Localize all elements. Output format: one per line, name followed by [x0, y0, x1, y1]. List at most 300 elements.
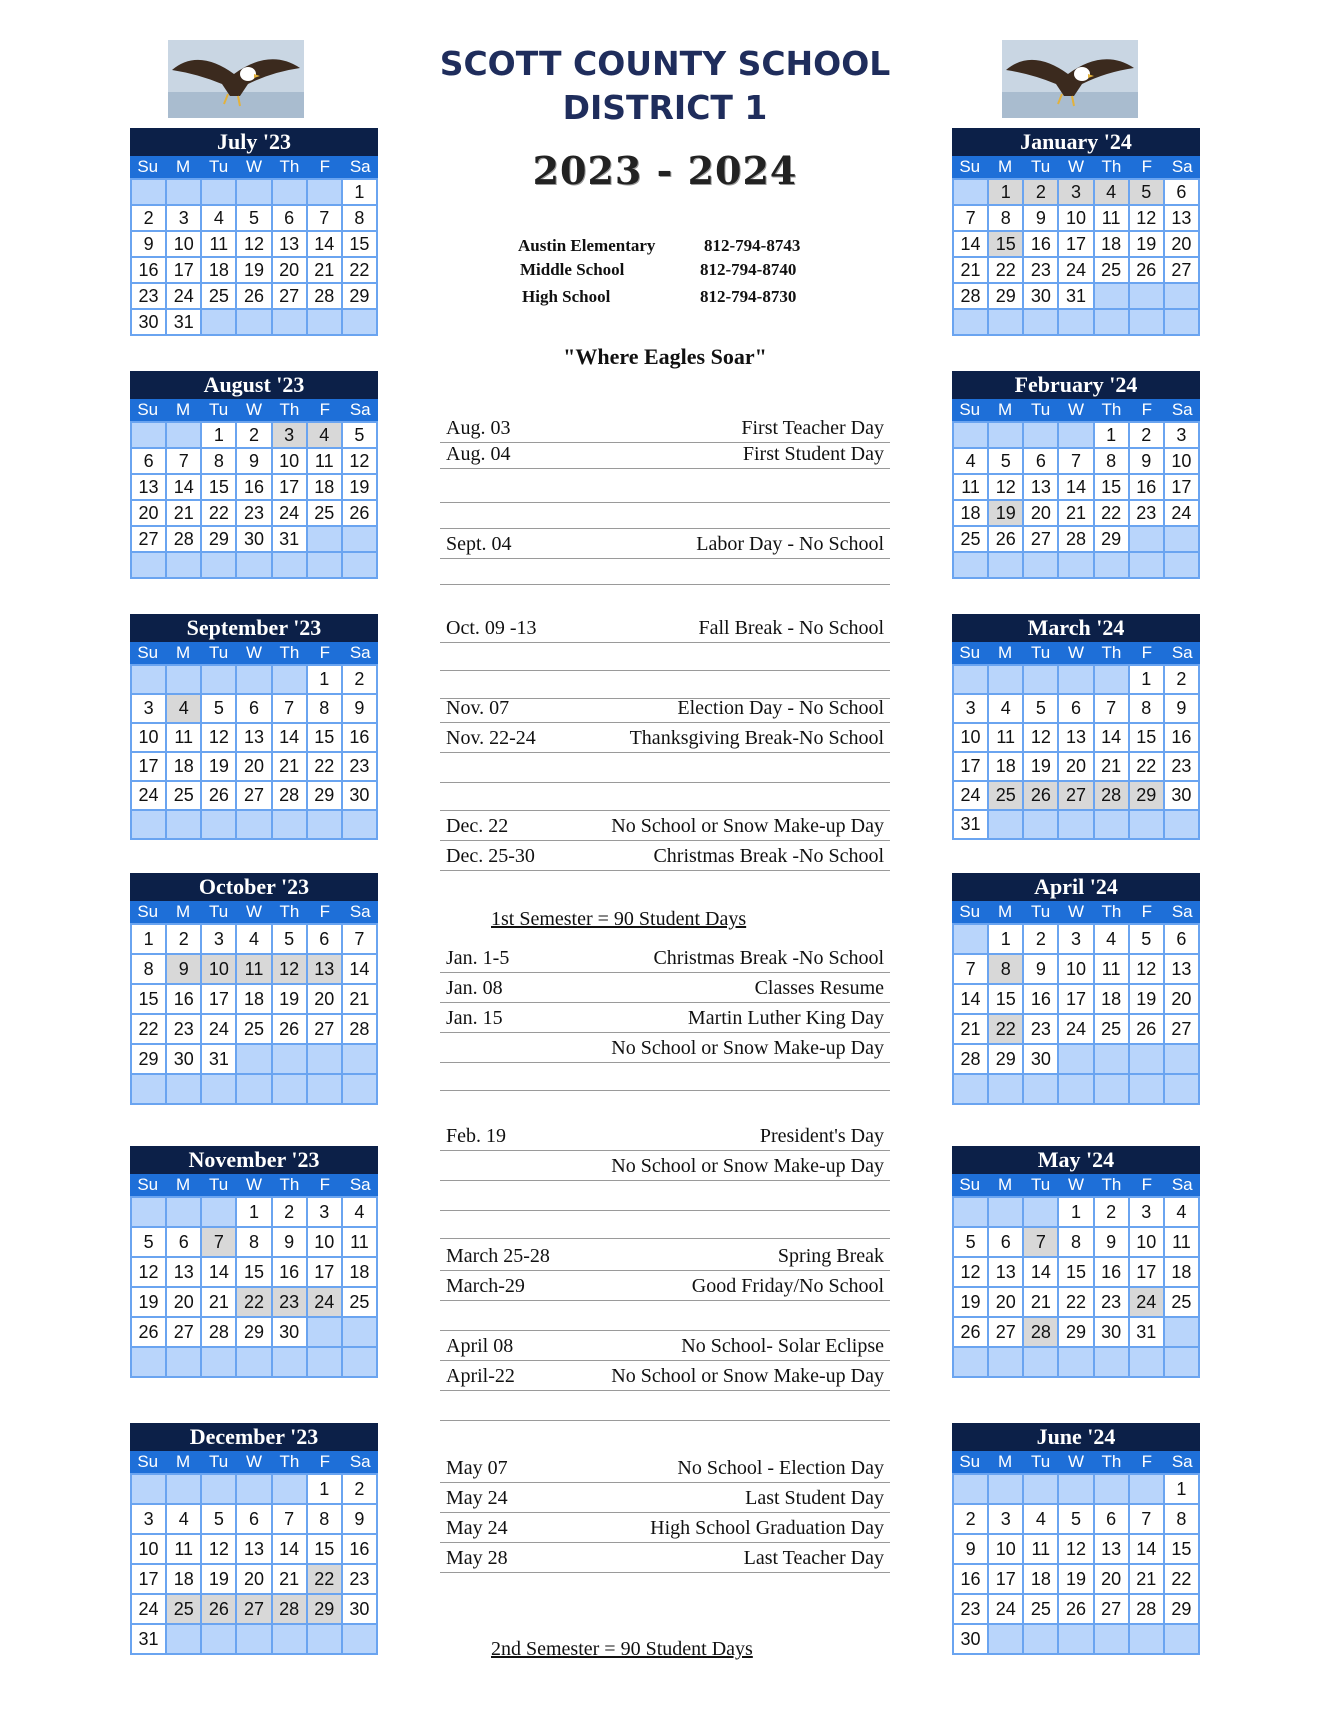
empty-cell [989, 666, 1022, 693]
day-cell: 25 [202, 284, 235, 308]
school-year: 2023 - 2024 [532, 148, 798, 193]
day-cell: 7 [1095, 695, 1128, 722]
day-cell: 19 [202, 1565, 235, 1593]
day-cell: 15 [308, 1535, 341, 1563]
day-cell: 20 [167, 1288, 200, 1316]
weekday-label: Th [1101, 902, 1122, 921]
day-cell: 18 [308, 475, 341, 499]
day-cell: 1 [308, 1475, 341, 1503]
empty-cell [237, 1348, 270, 1376]
weekday-label: Th [279, 643, 300, 662]
weekday-label: Sa [349, 157, 371, 176]
day-cell: 15 [308, 724, 341, 751]
empty-cell [308, 1045, 341, 1073]
day-cell: 24 [989, 1595, 1022, 1623]
day-cell: 31 [1130, 1318, 1163, 1346]
month-title: April '24 [952, 873, 1200, 901]
day-cell-no-school: 1 [989, 180, 1022, 204]
day-cell: 26 [954, 1318, 987, 1346]
weekday-label: Tu [208, 1452, 229, 1471]
empty-cell [989, 310, 1022, 334]
semester1-summary: 1st Semester = 90 Student Days [491, 908, 747, 930]
weekday-label: Th [279, 400, 300, 419]
day-cell: 20 [1165, 232, 1198, 256]
weekday-label: Su [137, 643, 159, 662]
day-cell: 1 [989, 925, 1022, 953]
event-row [440, 816, 890, 841]
day-cell: 28 [954, 1045, 987, 1073]
day-cell: 18 [343, 1258, 376, 1286]
month-title: May '24 [952, 1146, 1200, 1174]
day-cell: 16 [167, 985, 200, 1013]
day-cell: 9 [1095, 1228, 1128, 1256]
empty-cell [1059, 1045, 1092, 1073]
day-cell-no-school: 3 [273, 423, 306, 447]
weekday-label: Sa [349, 902, 371, 921]
day-cell: 6 [1024, 449, 1057, 473]
day-cell: 8 [308, 695, 341, 722]
day-cell: 23 [1095, 1288, 1128, 1316]
weekday-label: M [998, 400, 1013, 419]
day-cell: 16 [1165, 724, 1198, 751]
day-cell: 17 [1165, 475, 1198, 499]
weekday-label: F [319, 643, 331, 662]
empty-cell [202, 1625, 235, 1653]
empty-cell [308, 180, 341, 204]
day-cell-no-school: 29 [308, 1595, 341, 1623]
day-cell: 12 [989, 475, 1022, 499]
day-cell: 30 [1165, 782, 1198, 809]
day-cell: 23 [167, 1015, 200, 1043]
day-cell: 11 [1095, 206, 1128, 230]
event-row [440, 728, 890, 753]
event-description: Spring Break [777, 1245, 884, 1267]
eagle-logo-left [168, 40, 304, 118]
day-cell: 10 [308, 1228, 341, 1256]
event-description: Fall Break - No School [698, 617, 884, 639]
day-cell: 17 [1059, 232, 1092, 256]
day-cell: 24 [202, 1015, 235, 1043]
day-cell: 6 [308, 925, 341, 953]
day-cell: 11 [1165, 1228, 1198, 1256]
empty-cell [954, 553, 987, 577]
day-cell: 9 [1130, 449, 1163, 473]
empty-cell [1130, 1075, 1163, 1103]
day-cell: 19 [343, 475, 376, 499]
empty-cell [1165, 310, 1198, 334]
weekday-label: Th [1101, 157, 1122, 176]
empty-cell [1130, 553, 1163, 577]
day-cell: 3 [132, 695, 165, 722]
empty-cell [167, 180, 200, 204]
empty-cell [308, 553, 341, 577]
day-cell: 17 [1059, 985, 1092, 1013]
day-cell-no-school: 12 [273, 955, 306, 983]
motto: "Where Eagles Soar" [563, 344, 767, 369]
day-cell: 6 [237, 695, 270, 722]
day-cell: 10 [1165, 449, 1198, 473]
day-cell: 2 [273, 1198, 306, 1226]
day-cell-no-school: 24 [308, 1288, 341, 1316]
event-description: Christmas Break -No School [653, 947, 884, 969]
empty-cell [1059, 666, 1092, 693]
day-cell-no-school: 7 [1024, 1228, 1057, 1256]
month-calendar [130, 614, 378, 840]
day-cell: 9 [237, 449, 270, 473]
event-description: No School or Snow Make-up Day [611, 1155, 884, 1177]
day-cell: 12 [202, 1535, 235, 1563]
empty-cell [1024, 1348, 1057, 1376]
day-cell: 23 [1024, 1015, 1057, 1043]
event-date: Dec. 25-30 [446, 845, 535, 867]
weekday-label: M [176, 157, 191, 176]
empty-cell [1095, 1475, 1128, 1503]
weekday-label: Th [1101, 400, 1122, 419]
day-cell-no-school: 28 [1095, 782, 1128, 809]
day-cell: 18 [1095, 985, 1128, 1013]
day-cell: 21 [1095, 753, 1128, 780]
day-cell: 31 [132, 1625, 165, 1653]
day-cell: 6 [1095, 1505, 1128, 1533]
day-cell: 15 [1095, 475, 1128, 499]
empty-cell [1130, 1348, 1163, 1376]
day-cell: 1 [202, 423, 235, 447]
empty-cell [167, 1075, 200, 1103]
day-cell: 20 [308, 985, 341, 1013]
day-cell-no-school: 10 [202, 955, 235, 983]
day-cell: 28 [1130, 1595, 1163, 1623]
month-title: July '23 [130, 128, 378, 156]
day-cell: 30 [954, 1625, 987, 1653]
day-cell: 14 [1095, 724, 1128, 751]
empty-cell [343, 1625, 376, 1653]
day-cell: 16 [343, 724, 376, 751]
day-cell: 21 [954, 1015, 987, 1043]
contact-name: Austin Elementary [518, 236, 656, 255]
empty-cell [132, 1198, 165, 1226]
day-cell: 6 [237, 1505, 270, 1533]
day-cell: 7 [308, 206, 341, 230]
empty-cell [167, 1475, 200, 1503]
day-cell: 26 [202, 782, 235, 809]
empty-cell [308, 1348, 341, 1376]
day-cell: 1 [343, 180, 376, 204]
district-title-line1: SCOTT COUNTY SCHOOL [439, 44, 891, 83]
day-cell-no-school: 22 [237, 1288, 270, 1316]
day-cell: 14 [954, 985, 987, 1013]
empty-cell [273, 1045, 306, 1073]
empty-cell [1024, 666, 1057, 693]
event-row [440, 534, 890, 559]
day-cell-no-school: 27 [1059, 782, 1092, 809]
event-row [440, 1306, 890, 1331]
day-cell: 29 [1059, 1318, 1092, 1346]
weekday-label: Su [137, 400, 159, 419]
empty-cell [1165, 1075, 1198, 1103]
weekday-label: Sa [1171, 1175, 1193, 1194]
day-cell-no-school: 25 [989, 782, 1022, 809]
weekday-label: Th [279, 1452, 300, 1471]
day-cell: 8 [343, 206, 376, 230]
empty-cell [1165, 811, 1198, 838]
empty-cell [237, 1625, 270, 1653]
day-cell-no-school: 5 [1130, 180, 1163, 204]
day-cell: 16 [237, 475, 270, 499]
day-cell: 28 [308, 284, 341, 308]
day-cell-no-school: 27 [237, 1595, 270, 1623]
day-cell: 18 [167, 753, 200, 780]
weekday-label: W [1067, 157, 1084, 176]
district-title-line2: DISTRICT 1 [562, 88, 768, 127]
day-cell: 5 [954, 1228, 987, 1256]
day-cell: 14 [954, 232, 987, 256]
weekday-label: M [176, 400, 191, 419]
day-cell: 16 [343, 1535, 376, 1563]
event-row [440, 1276, 890, 1301]
empty-cell [237, 553, 270, 577]
empty-cell [308, 811, 341, 838]
day-grid [130, 664, 378, 840]
empty-cell [343, 553, 376, 577]
day-grid [130, 178, 378, 336]
day-cell: 27 [308, 1015, 341, 1043]
event-row [440, 1548, 890, 1573]
event-date: Jan. 1-5 [446, 947, 510, 969]
day-cell: 30 [1024, 284, 1057, 308]
month-title: January '24 [952, 128, 1200, 156]
day-grid [952, 178, 1200, 336]
day-cell: 11 [167, 1535, 200, 1563]
day-cell: 1 [1130, 666, 1163, 693]
day-cell: 27 [273, 284, 306, 308]
day-cell-no-school: 13 [308, 955, 341, 983]
day-cell: 31 [202, 1045, 235, 1073]
day-cell: 22 [1165, 1565, 1198, 1593]
day-cell: 30 [343, 782, 376, 809]
weekday-label: Tu [1030, 400, 1051, 419]
empty-cell [1165, 1045, 1198, 1073]
empty-cell [1165, 1348, 1198, 1376]
day-cell: 6 [273, 206, 306, 230]
day-cell-no-school: 28 [273, 1595, 306, 1623]
day-cell-no-school: 22 [989, 1015, 1022, 1043]
day-cell: 29 [343, 284, 376, 308]
day-cell: 12 [237, 232, 270, 256]
weekday-label: Tu [1030, 1175, 1051, 1194]
month-title: March '24 [952, 614, 1200, 642]
day-cell: 8 [989, 206, 1022, 230]
day-cell: 2 [1165, 666, 1198, 693]
day-cell: 2 [343, 1475, 376, 1503]
day-cell: 18 [1024, 1565, 1057, 1593]
day-cell: 10 [1130, 1228, 1163, 1256]
weekday-label: W [1067, 400, 1084, 419]
empty-cell [989, 1198, 1022, 1226]
weekday-header [952, 399, 1200, 421]
day-cell: 4 [237, 925, 270, 953]
day-cell: 19 [1059, 1565, 1092, 1593]
day-cell: 12 [1130, 955, 1163, 983]
day-cell: 20 [1059, 753, 1092, 780]
day-cell: 24 [132, 1595, 165, 1623]
empty-cell [202, 180, 235, 204]
month-calendar [130, 1423, 378, 1655]
day-cell: 2 [1095, 1198, 1128, 1226]
weekday-label: Su [959, 643, 981, 662]
event-description: Good Friday/No School [691, 1275, 884, 1297]
month-title: November '23 [130, 1146, 378, 1174]
empty-cell [1024, 423, 1057, 447]
empty-cell [954, 1198, 987, 1226]
day-cell: 21 [1024, 1288, 1057, 1316]
empty-cell [237, 310, 270, 334]
day-cell: 2 [343, 666, 376, 693]
month-calendar [130, 128, 378, 336]
day-cell: 29 [1165, 1595, 1198, 1623]
day-cell: 30 [237, 527, 270, 551]
day-cell: 18 [954, 501, 987, 525]
event-date: Sept. 04 [446, 533, 512, 555]
day-cell: 3 [1130, 1198, 1163, 1226]
weekday-label: Tu [208, 157, 229, 176]
empty-cell [273, 1075, 306, 1103]
empty-cell [1130, 1625, 1163, 1653]
day-cell: 21 [273, 753, 306, 780]
event-row [440, 1488, 890, 1513]
weekday-label: Su [959, 400, 981, 419]
day-cell: 5 [273, 925, 306, 953]
event-date: March-29 [446, 1275, 525, 1297]
day-cell: 8 [132, 955, 165, 983]
empty-cell [1059, 310, 1092, 334]
event-date: Dec. 22 [446, 815, 509, 837]
day-cell: 25 [237, 1015, 270, 1043]
day-cell: 23 [954, 1595, 987, 1623]
empty-cell [237, 1075, 270, 1103]
day-cell: 10 [1059, 206, 1092, 230]
day-cell: 29 [1095, 527, 1128, 551]
empty-cell [1059, 811, 1092, 838]
empty-cell [343, 527, 376, 551]
weekday-label: Su [137, 1175, 159, 1194]
event-description: First Teacher Day [741, 417, 884, 439]
empty-cell [273, 553, 306, 577]
event-row [440, 978, 890, 1003]
day-cell: 9 [132, 232, 165, 256]
day-cell: 19 [273, 985, 306, 1013]
day-cell: 16 [273, 1258, 306, 1286]
day-cell: 14 [308, 232, 341, 256]
day-cell: 17 [167, 258, 200, 282]
day-cell: 27 [237, 782, 270, 809]
day-cell: 13 [989, 1258, 1022, 1286]
day-cell: 14 [273, 1535, 306, 1563]
day-cell: 16 [1024, 232, 1057, 256]
day-cell: 8 [1130, 695, 1163, 722]
day-grid [130, 923, 378, 1105]
day-cell: 3 [202, 925, 235, 953]
empty-cell [273, 666, 306, 693]
empty-cell [343, 1045, 376, 1073]
empty-cell [273, 180, 306, 204]
day-cell: 6 [1165, 180, 1198, 204]
day-cell: 25 [1095, 1015, 1128, 1043]
event-description: Martin Luther King Day [687, 1007, 884, 1029]
day-cell-no-school: 15 [989, 232, 1022, 256]
day-cell: 26 [237, 284, 270, 308]
day-cell: 7 [273, 1505, 306, 1533]
event-row [440, 646, 890, 671]
month-calendar [952, 614, 1200, 840]
day-cell: 12 [954, 1258, 987, 1286]
weekday-label: F [319, 1452, 331, 1471]
day-cell: 25 [1024, 1595, 1057, 1623]
day-cell: 2 [954, 1505, 987, 1533]
event-date: Aug. 03 [446, 417, 511, 439]
weekday-label: M [176, 1175, 191, 1194]
weekday-label: F [319, 902, 331, 921]
empty-cell [1095, 1348, 1128, 1376]
weekday-label: Sa [1171, 902, 1193, 921]
weekday-label: M [998, 902, 1013, 921]
day-cell-no-school: 4 [167, 695, 200, 722]
empty-cell [954, 310, 987, 334]
empty-cell [343, 1075, 376, 1103]
event-description: Thanksgiving Break-No School [629, 727, 884, 749]
empty-cell [1130, 811, 1163, 838]
day-cell: 16 [1024, 985, 1057, 1013]
day-cell: 11 [954, 475, 987, 499]
day-cell: 28 [954, 284, 987, 308]
day-cell: 25 [1165, 1288, 1198, 1316]
day-cell: 26 [1130, 258, 1163, 282]
weekday-header [952, 901, 1200, 923]
weekday-label: F [319, 400, 331, 419]
event-row [440, 1038, 890, 1063]
weekday-label: F [319, 1175, 331, 1194]
event-date: Jan. 15 [446, 1007, 503, 1029]
event-date: April 08 [446, 1335, 514, 1357]
empty-cell [1095, 1045, 1128, 1073]
day-cell: 25 [1095, 258, 1128, 282]
day-cell: 6 [132, 449, 165, 473]
day-cell: 15 [1130, 724, 1163, 751]
contact-phone: 812-794-8730 [700, 287, 797, 306]
day-cell: 23 [343, 753, 376, 780]
day-grid [130, 1196, 378, 1378]
month-title: September '23 [130, 614, 378, 642]
event-row [440, 478, 890, 503]
empty-cell [1095, 666, 1128, 693]
day-cell: 20 [1095, 1565, 1128, 1593]
day-cell: 23 [237, 501, 270, 525]
empty-cell [202, 1348, 235, 1376]
event-row [440, 504, 890, 529]
empty-cell [954, 1348, 987, 1376]
weekday-label: F [1141, 1175, 1153, 1194]
day-cell-no-school: 25 [167, 1595, 200, 1623]
empty-cell [1165, 527, 1198, 551]
event-row [440, 418, 890, 443]
weekday-label: Su [959, 1175, 981, 1194]
empty-cell [132, 1075, 165, 1103]
empty-cell [1165, 284, 1198, 308]
day-cell: 21 [308, 258, 341, 282]
day-cell: 30 [273, 1318, 306, 1346]
day-cell: 22 [308, 753, 341, 780]
day-cell: 2 [167, 925, 200, 953]
weekday-label: W [1067, 1452, 1084, 1471]
